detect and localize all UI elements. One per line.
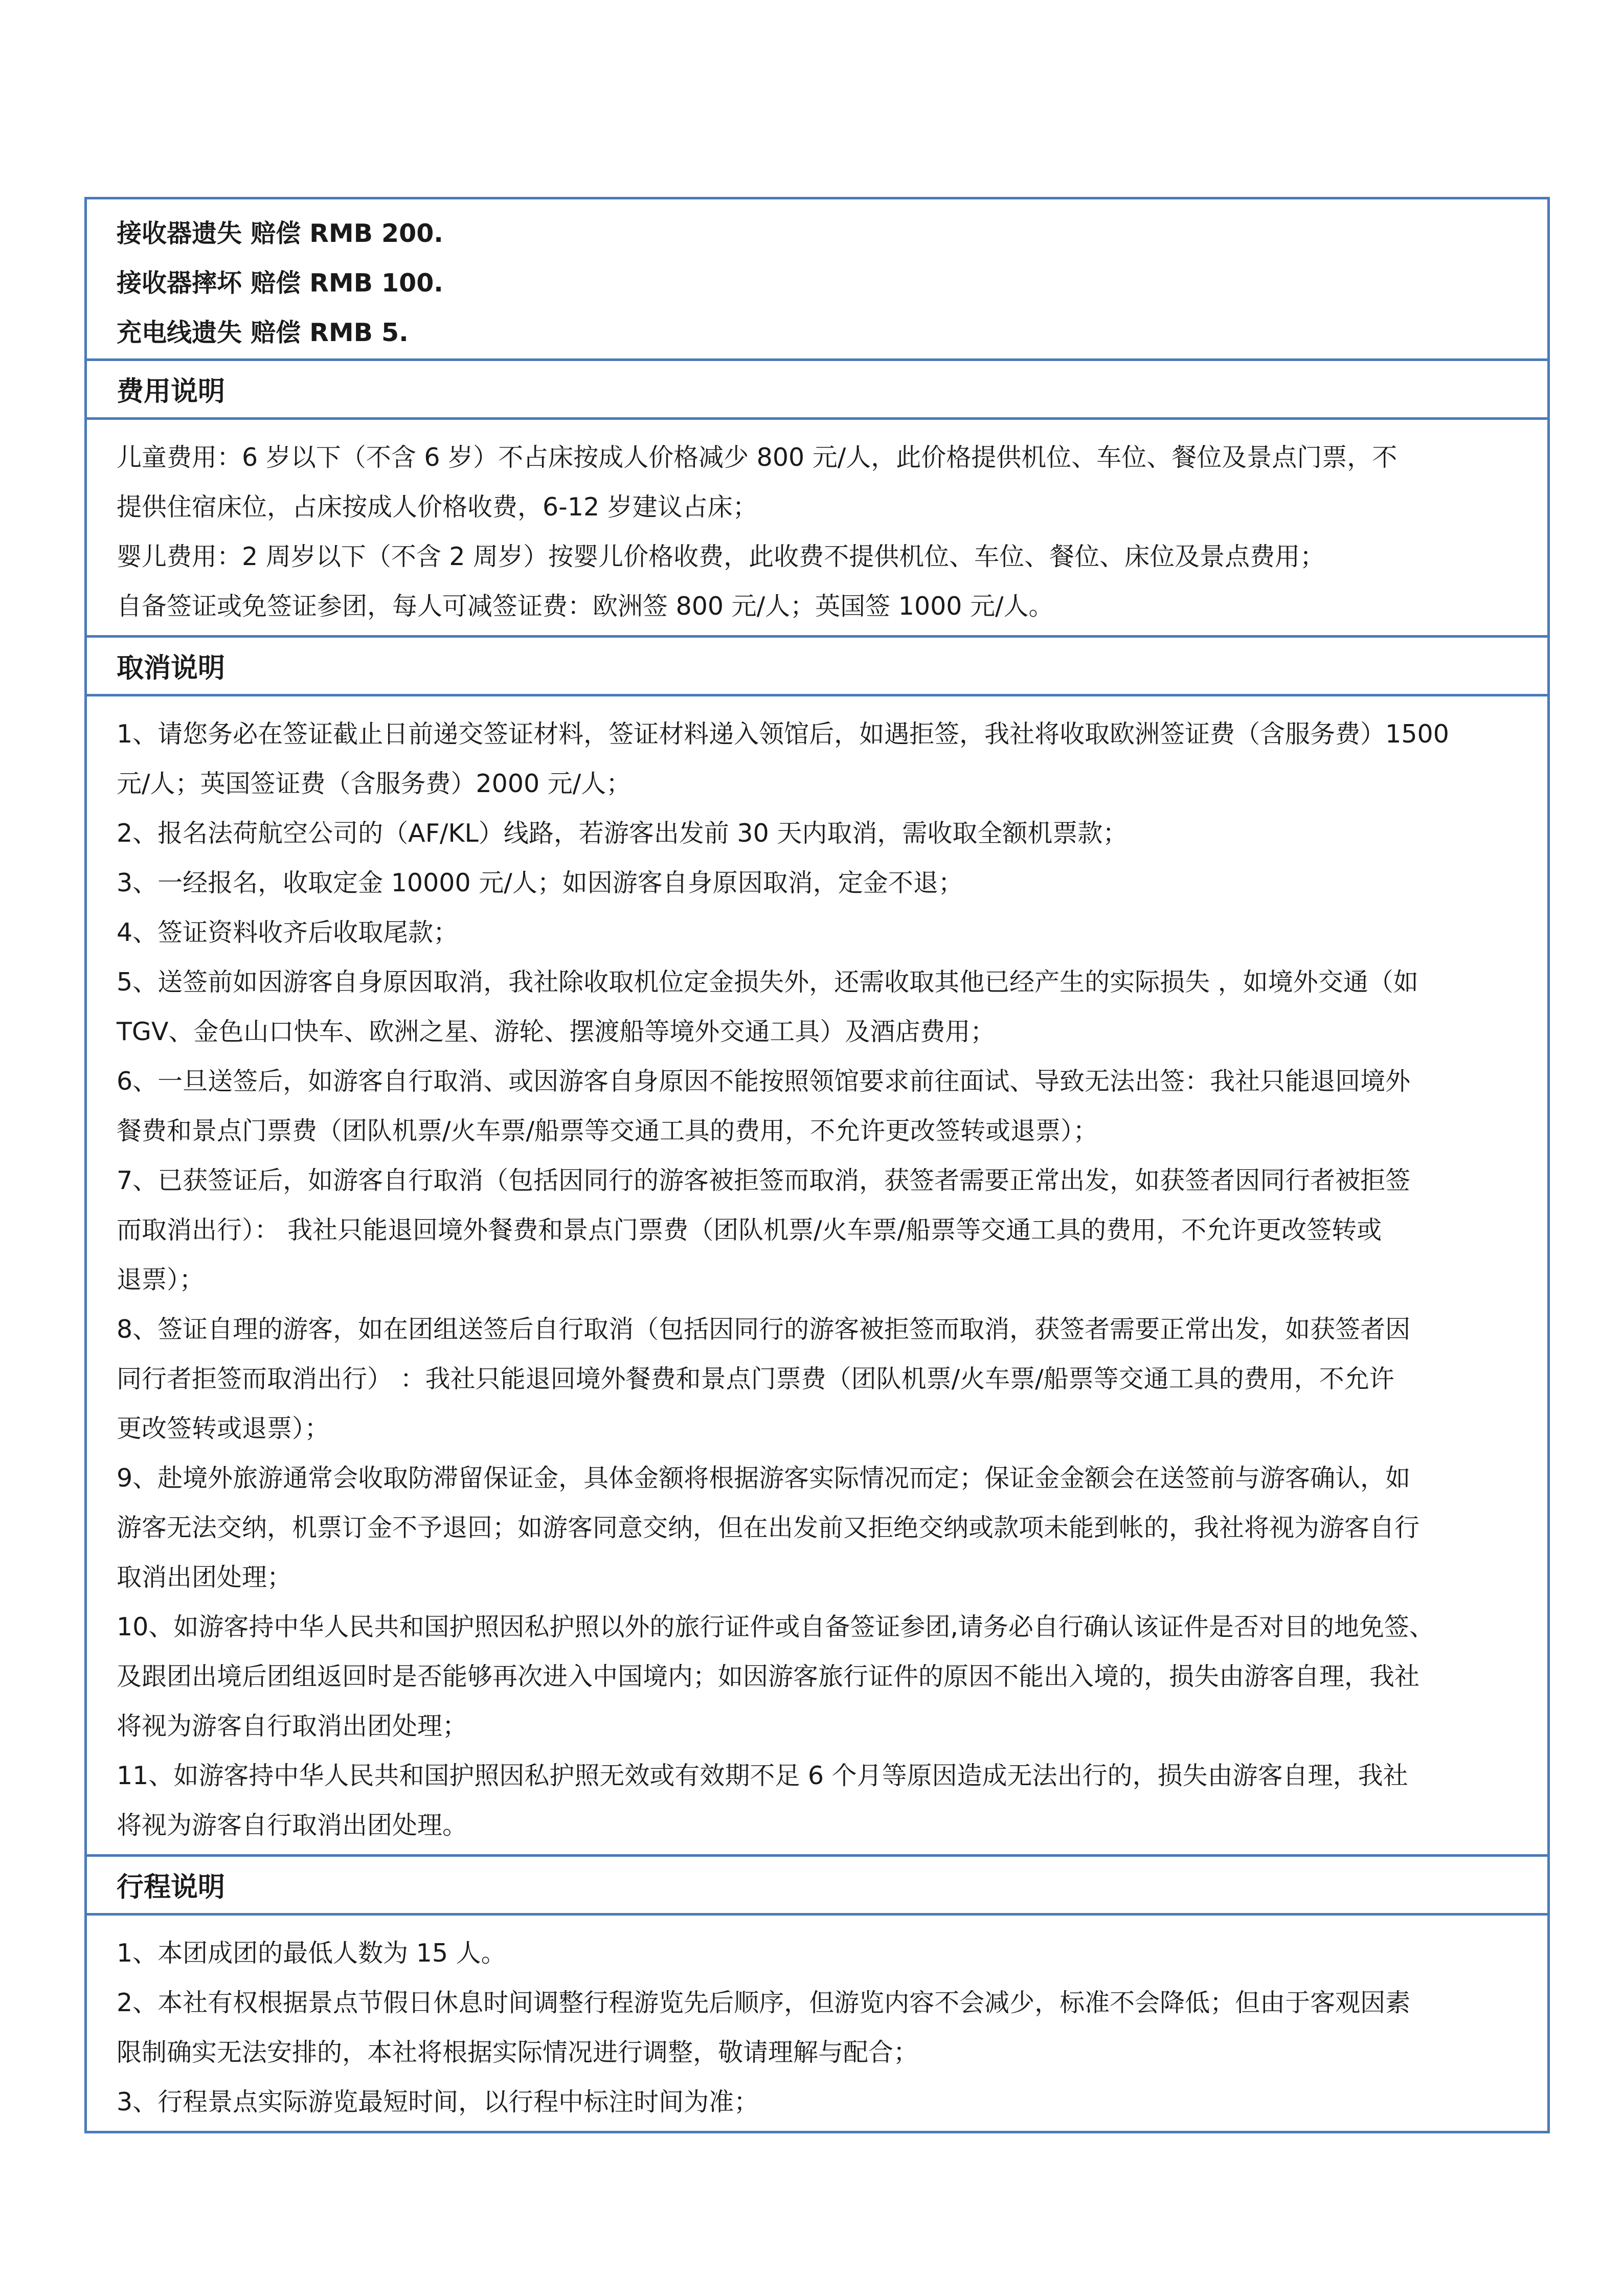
fees-line: 儿童费用：6 岁以下（不含 6 岁）不占床按成人价格减少 800 元/人，此价格提供机位、车位、餐位及景点门票，不 — [117, 443, 1397, 472]
cancellation-line: 将视为游客自行取消出团处理。 — [117, 1811, 468, 1840]
fees-body-section — [87, 417, 1547, 635]
fees-line: 婴儿费用：2 周岁以下（不含 2 周岁）按婴儿价格收费，此收费不提供机位、车位、餐位、床位及景点费用； — [117, 542, 1325, 571]
itinerary-body-section — [87, 1913, 1547, 2131]
itinerary-heading: 行程说明 — [117, 1872, 225, 1903]
compensation-line: 接收器摔坏 赔偿 RMB 100. — [117, 268, 443, 298]
cancellation-heading: 取消说明 — [117, 652, 225, 684]
cancellation-line: 取消出团处理； — [117, 1563, 292, 1592]
cancellation-line: 将视为游客自行取消出团处理； — [117, 1712, 468, 1741]
compensation-section — [87, 199, 1547, 358]
compensation-line: 充电线遗失 赔偿 RMB 5. — [117, 318, 409, 347]
cancellation-line: 而取消出行）： 我社只能退回境外餐费和景点门票费（团队机票/火车票/船票等交通工具的费用，不允许更改签转或 — [117, 1215, 1382, 1245]
cancellation-line: 9、赴境外旅游通常会收取防滞留保证金，具体金额将根据游客实际情况而定；保证金金额会在送签前与游客确认，如 — [117, 1464, 1411, 1493]
cancellation-line: 同行者拒签而取消出行） ：我社只能退回境外餐费和景点门票费（团队机票/火车票/船票等交通工具的费用，不允许 — [117, 1364, 1394, 1393]
cancellation-line: 更改签转或退票）； — [117, 1414, 330, 1443]
itinerary-line: 3、行程景点实际游览最短时间，以行程中标注时间为准； — [117, 2087, 759, 2117]
cancellation-line: 2、报名法荷航空公司的（AF/KL）线路，若游客出发前 30 天内取消，需收取全额机票款； — [117, 819, 1128, 848]
cancellation-line: 3、一经报名，收取定金 10000 元/人；如因游客自身原因取消，定金不退； — [117, 868, 963, 897]
fees-line: 自备签证或免签证参团，每人可减签证费：欧洲签 800 元/人；英国签 1000 元/人。 — [117, 592, 1054, 621]
cancellation-body — [87, 696, 1547, 1854]
cancellation-line: 及跟团出境后团组返回时是否能够再次进入中国境内；如因游客旅行证件的原因不能出入境的，损失由游客自理，我社 — [117, 1662, 1420, 1691]
cancellation-line: 退票）； — [117, 1265, 205, 1294]
fees-heading: 费用说明 — [117, 376, 225, 407]
cancellation-line: 7、已获签证后，如游客自行取消（包括因同行的游客被拒签而取消，获签者需要正常出发，如获签者因同行者被拒签 — [117, 1166, 1411, 1195]
itinerary-line: 1、本团成团的最低人数为 15 人。 — [117, 1939, 506, 1968]
cancellation-line: 餐费和景点门票费（团队机票/火车票/船票等交通工具的费用，不允许更改签转或退票）； — [117, 1116, 1098, 1145]
cancellation-line: 游客无法交纳，机票订金不予退回；如游客同意交纳，但在出发前又拒绝交纳或款项未能到帐的，我社将视为游客自行 — [117, 1513, 1420, 1542]
cancellation-body-section — [87, 694, 1547, 1854]
cancellation-line: 5、送签前如因游客自身原因取消，我社除收取机位定金损失外，还需收取其他已经产生的实际损失 ，如境外交通（如 — [117, 967, 1418, 997]
cancellation-section — [87, 635, 1547, 694]
cancellation-line: 11、如游客持中华人民共和国护照因私护照无效或有效期不足 6 个月等原因造成无法出行的，损失由游客自理，我社 — [117, 1761, 1408, 1790]
fees-body — [87, 420, 1547, 635]
terms-table — [84, 197, 1550, 2133]
cancellation-line: 8、签证自理的游客，如在团组送签后自行取消（包括因同行的游客被拒签而取消，获签者需要正常出发，如获签者因 — [117, 1315, 1411, 1344]
cancellation-line: 元/人；英国签证费（含服务费）2000 元/人； — [117, 769, 632, 798]
cancellation-line: 10、如游客持中华人民共和国护照因私护照以外的旅行证件或自备签证参团,请务必自行确认该证件是否对目的地免签、 — [117, 1612, 1434, 1641]
cancellation-line: 1、请您务必在签证截止日前递交签证材料，签证材料递入领馆后，如遇拒签，我社将收取欧洲签证费（含服务费）1500 — [117, 719, 1449, 749]
itinerary-line: 2、本社有权根据景点节假日休息时间调整行程游览先后顺序，但游览内容不会减少，标准不会降低；但由于客观因素 — [117, 1988, 1411, 2017]
cancellation-line: 4、签证资料收齐后收取尾款； — [117, 918, 459, 947]
itinerary-body — [87, 1916, 1547, 2131]
itinerary-section — [87, 1854, 1547, 1913]
compensation-line: 接收器遗失 赔偿 RMB 200. — [117, 219, 443, 248]
fees-line: 提供住宿床位，占床按成人价格收费，6-12 岁建议占床； — [117, 492, 758, 522]
cancellation-line: TGV、金色山口快车、欧洲之星、游轮、摆渡船等境外交通工具）及酒店费用； — [117, 1017, 996, 1046]
cancellation-line: 6、一旦送签后，如游客自行取消、或因游客自身原因不能按照领馆要求前往面试、导致无法出签：我社只能退回境外 — [117, 1067, 1411, 1096]
itinerary-line: 限制确实无法安排的，本社将根据实际情况进行调整，敬请理解与配合； — [117, 2038, 919, 2067]
compensation-body — [87, 199, 1547, 358]
fees-section — [87, 358, 1547, 417]
